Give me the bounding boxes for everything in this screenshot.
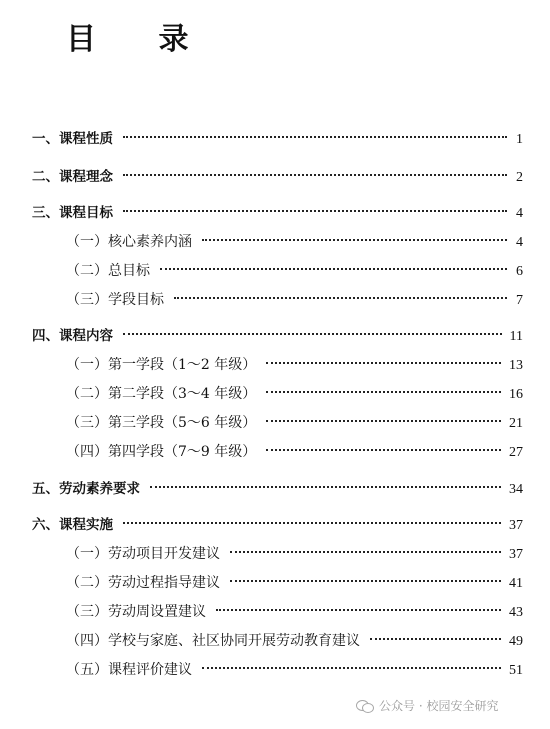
toc-entry-label: （一）劳动项目开发建议 xyxy=(66,546,220,562)
toc-entry-label: 三、课程目标 xyxy=(32,205,113,221)
dot-leader xyxy=(123,174,507,176)
toc-entry-page-number: 13 xyxy=(509,358,523,373)
toc-entry[interactable] xyxy=(66,412,523,434)
dot-leader xyxy=(230,580,501,582)
toc-entry-label: （三）劳动周设置建议 xyxy=(66,604,206,620)
dot-leader xyxy=(123,136,507,138)
dot-leader xyxy=(123,210,507,212)
toc-entry[interactable] xyxy=(32,325,523,347)
toc-entry-label: 六、课程实施 xyxy=(32,517,113,533)
dot-leader xyxy=(216,609,501,611)
dot-leader xyxy=(150,486,501,488)
toc-entry[interactable] xyxy=(66,543,523,565)
toc-entry-label: 四、课程内容 xyxy=(32,328,113,344)
toc-entry-page-number: 43 xyxy=(509,605,523,620)
toc-entry-page-number: 4 xyxy=(516,206,523,221)
dot-leader xyxy=(123,333,502,335)
dot-leader xyxy=(370,638,501,640)
dot-leader xyxy=(160,268,507,270)
dot-leader xyxy=(202,239,507,241)
toc-entry[interactable] xyxy=(66,354,523,376)
toc-entry[interactable] xyxy=(66,260,523,282)
toc-entry-label: （二）劳动过程指导建议 xyxy=(66,575,220,591)
toc-entry[interactable] xyxy=(66,441,523,463)
toc-entry-label: （五）课程评价建议 xyxy=(66,662,192,678)
toc-entry-label: （一）核心素养内涵 xyxy=(66,234,192,250)
toc-entry[interactable] xyxy=(32,514,523,536)
toc-entry-label: （二）第二学段（3～4 年级） xyxy=(66,386,257,402)
dot-leader xyxy=(202,667,501,669)
dot-leader xyxy=(266,362,501,364)
toc-entry-label: 五、劳动素养要求 xyxy=(32,481,140,497)
toc-entry-page-number: 1 xyxy=(516,132,523,147)
toc-entry-page-number: 27 xyxy=(509,445,523,460)
toc-entry-page-number: 7 xyxy=(516,293,523,308)
dot-leader xyxy=(266,449,501,451)
toc-entry-page-number: 2 xyxy=(516,170,523,185)
toc-entry-page-number: 6 xyxy=(516,264,523,279)
toc-entry-page-number: 41 xyxy=(509,576,523,591)
toc-entry[interactable] xyxy=(66,601,523,623)
toc-entry[interactable] xyxy=(66,659,523,681)
toc-entry-label: （二）总目标 xyxy=(66,263,150,279)
toc-entry[interactable] xyxy=(32,128,523,150)
toc-entry-page-number: 34 xyxy=(509,482,523,497)
toc-entry[interactable] xyxy=(32,166,523,188)
toc-entry-label: （一）第一学段（1～2 年级） xyxy=(66,357,257,373)
toc-entry-page-number: 21 xyxy=(509,416,523,431)
page-title: 目 录 xyxy=(66,22,215,57)
dot-leader xyxy=(266,391,501,393)
toc-entry-label: 二、课程理念 xyxy=(32,169,113,185)
toc-entry-page-number: 37 xyxy=(509,518,523,533)
toc-entry[interactable] xyxy=(32,202,523,224)
wechat-icon xyxy=(356,699,374,713)
toc-entry-page-number: 11 xyxy=(509,329,523,344)
toc-entry-page-number: 4 xyxy=(516,235,523,250)
toc-entry-label: （四）第四学段（7～9 年级） xyxy=(66,444,257,460)
dot-leader xyxy=(230,551,501,553)
toc-entry-label: （四）学校与家庭、社区协同开展劳动教育建议 xyxy=(66,633,360,649)
toc-entry-page-number: 37 xyxy=(509,547,523,562)
toc-entry-label: 一、课程性质 xyxy=(32,131,113,147)
toc-entry-page-number: 49 xyxy=(509,634,523,649)
dot-leader xyxy=(266,420,501,422)
watermark xyxy=(356,697,498,714)
toc-entry[interactable] xyxy=(66,630,523,652)
toc-entry-page-number: 16 xyxy=(509,387,523,402)
toc-entry[interactable] xyxy=(66,572,523,594)
toc-entry-label: （三）第三学段（5～6 年级） xyxy=(66,415,257,431)
toc-entry[interactable] xyxy=(66,383,523,405)
toc-entry[interactable] xyxy=(66,289,523,311)
dot-leader xyxy=(123,522,501,524)
toc-entry-page-number: 51 xyxy=(509,663,523,678)
toc-entry-label: （三）学段目标 xyxy=(66,292,164,308)
dot-leader xyxy=(174,297,507,299)
toc-entry[interactable] xyxy=(66,231,523,253)
toc-entry[interactable] xyxy=(32,478,523,500)
watermark-text: 公众号 · 校园安全研究 xyxy=(379,699,499,713)
